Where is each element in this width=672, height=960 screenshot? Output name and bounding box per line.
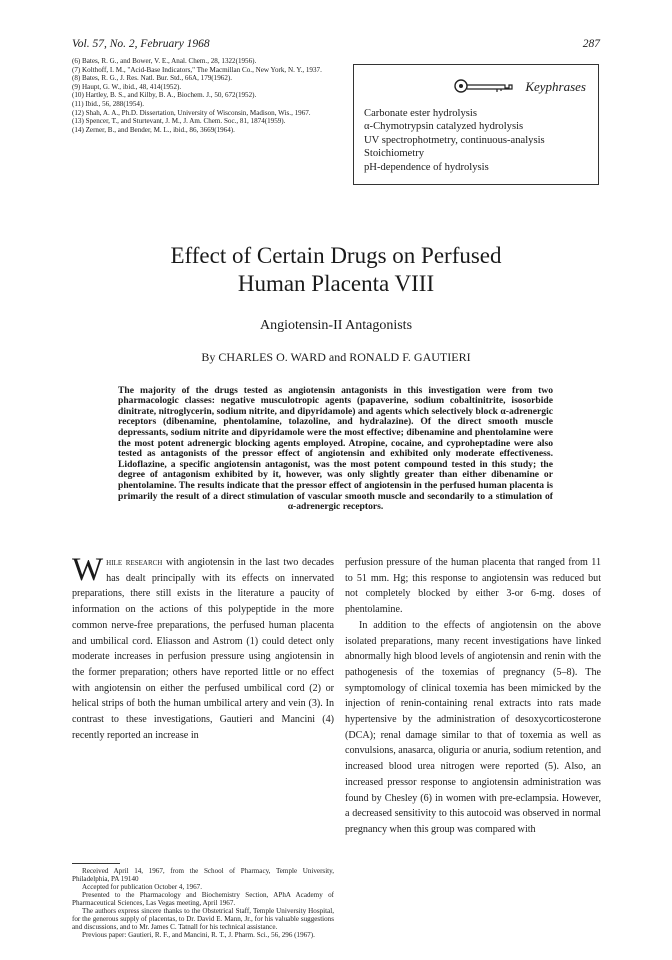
footnote-accepted: Accepted for publication October 4, 1967. [82,883,202,891]
footnote-presented: Presented to the Pharmacology and Biochemistry Section, APhA Academy of Pharmaceutical Sciences, Las Vegas meeting, April 1967. [72,891,334,907]
title-line-2: Human Placenta VIII [237,271,435,296]
journal-citation: Vol. 57, No. 2, February 1968 [72,38,210,50]
body-paragraph: perfusion pressure of the human placenta that ranged from 11 to 51 mm. Hg; this response to angiotensin was reduced but not completely blocked by either 3-or 6-mg. doses of phentolamine. [345,557,601,616]
reference-list [72,57,347,134]
keyphrases-title: Keyphrases [525,79,586,94]
reference-item: (9) Haupt, G. W., ibid., 48, 414(1952). [72,82,182,91]
body-column-left [72,552,334,743]
keyphrase-item: Stoichiometry [364,148,425,160]
key-icon [453,78,515,94]
body-paragraph [72,552,334,743]
reference-item: (10) Hartley, B. S., and Kilby, B. A., Biochem. J., 50, 672(1952). [72,91,257,100]
footnote-previous-paper: Previous paper: Gautieri, R. F., and Mancini, R. T., J. Pharm. Sci., 56, 296 (1967). [82,931,315,939]
title-line-1: Effect of Certain Drugs on Perfused [170,243,502,268]
keyphrases-header [525,78,586,94]
page-number: 287 [582,38,600,50]
article-subtitle: Angiotensin-II Antagonists [259,318,413,333]
footnote-acknowledgment: The authors express sincere thanks to the Obstetrical Staff, Temple University Hospital, for the generous supply of placentas, to Dr. David E. Mann, Jr., for his valuable suggestions and discussions, and to Mr. James C. Tatnall for his technical assistance. [72,907,334,931]
keyphrase-item: pH-dependence of hydrolysis [364,161,489,173]
reference-item: (11) Ibid., 56, 288(1954). [72,99,145,108]
reference-item: (12) Shah, A. A., Ph.D. Dissertation, University of Wisconsin, Madison, Wis., 1967. [72,108,311,117]
reference-item: (13) Spencer, T., and Sturtevant, J. M., J. Am. Chem. Soc., 81, 1874(1959). [72,117,286,126]
keyphrase-item: α-Chymotrypsin catalyzed hydrolysis [364,121,524,133]
footnote-received: Received April 14, 1967, from the School of Pharmacy, Temple University, Philadelphia, PA 19140 [72,867,334,883]
body-column-right [345,555,601,838]
reference-item: (7) Kolthoff, I. M., "Acid-Base Indicators," The Macmillan Co., New York, N. Y., 1937. [72,65,322,74]
keyphrases-box [353,64,599,185]
body-paragraph: In addition to the effects of angiotensin on the above isolated preparations, many recent investigations have linked abnormally high blood levels of angiotensin and renin with the pathogenesis of the toxemias of pregnancy (5–8). The symptomology of clinical toxemia has been mimicked by the injection of renin-containing renal extracts into rats made hypertensive by the administration of desoxycorticosterone (DCA); renal damage similar to that of toxemia as well as convulsions, anasarca, oliguria or anuria, sodium retention, and increased blood urea nitrogen were reported (5). Also, an increased pressor response to angiotensin administration was found by Chesley (6) in women with pre-eclampsia. However, a decreased sensitivity to this autocoid was observed in normal pregnancy when this group was compared with [345,619,601,835]
author-byline: By CHARLES O. WARD and RONALD F. GAUTIERI [201,350,471,364]
reference-item: (6) Bates, R. G., and Bower, V. E., Anal. Chem., 28, 1322(1956). [72,57,257,65]
keyphrase-item: Carbonate ester hydrolysis [364,108,477,119]
keyphrase-item: UV spectrophotmetry, continuous-analysis [364,134,545,146]
abstract: The majority of the drugs tested as angiotensin antagonists in this investigation were from two pharmacologic classes: negative musculotropic agents (papaverine, sodium cobaltinitrite, isosorbide dinitrate, nitroglycerin, sodium nitrite, and dipyridamole) and agents which selectively block α-adrenergic receptors (dibenamine, phentolamine, tolazoline, and hydralazine). Of the direct smooth muscle depressants, sodium nitrite and dipyridamole were the most effective; dibenamine and phentolamine were the most potent adrenergic blocking agents employed. Atropine, cocaine, and cyproheptadine were also tested as antagonists of the pressor effect of angiotensin and exhibited only moderate effectiveness. Lidoflazine, a specific angiotensin antagonist, was the most potent compound tested in this study; the degree of antagonism exhibited by it, however, was only slightly greater than either dibenamine or phentolamine. The results indicate that the pressor effect of angiotensin in the perfused human placenta is primarily the result of a direct stimulation of vascular smooth muscle and secondarily to a stimulation of α-adrenergic receptors. [118,384,553,513]
article-title [72,242,600,298]
reference-item: (8) Bates, R. G., J. Res. Natl. Bur. Std., 66A, 179(1962). [72,74,232,83]
footnotes [72,867,334,939]
lead-in-smallcaps: hile research [106,557,163,568]
reference-item: (14) Zerner, B., and Bender, M. L., ibid., 86, 3669(1964). [72,125,235,134]
footnote-divider [72,863,120,864]
paragraph-text: with angiotensin in the last two decades has dealt principally with its effects on innervated preparations, there still exists in the literature a paucity of information on the actions of this polypeptide in the more common nerve-free preparations, the perfused human placenta and umbilical cord. Eliasson and Astrom (1) could detect only moderate increases in perfusion pressure using angiotensin in the former preparation; others have reported little or no effect with angiotensin on either the perfused umbilical cord (2) or helical strips of both the human umbilical artery and vein (3). In contrast to these investigations, Gautieri and Mancini (4) recently reported an increase in [72,557,334,741]
keyphrase-list [364,107,545,174]
drop-cap: W [72,552,104,588]
